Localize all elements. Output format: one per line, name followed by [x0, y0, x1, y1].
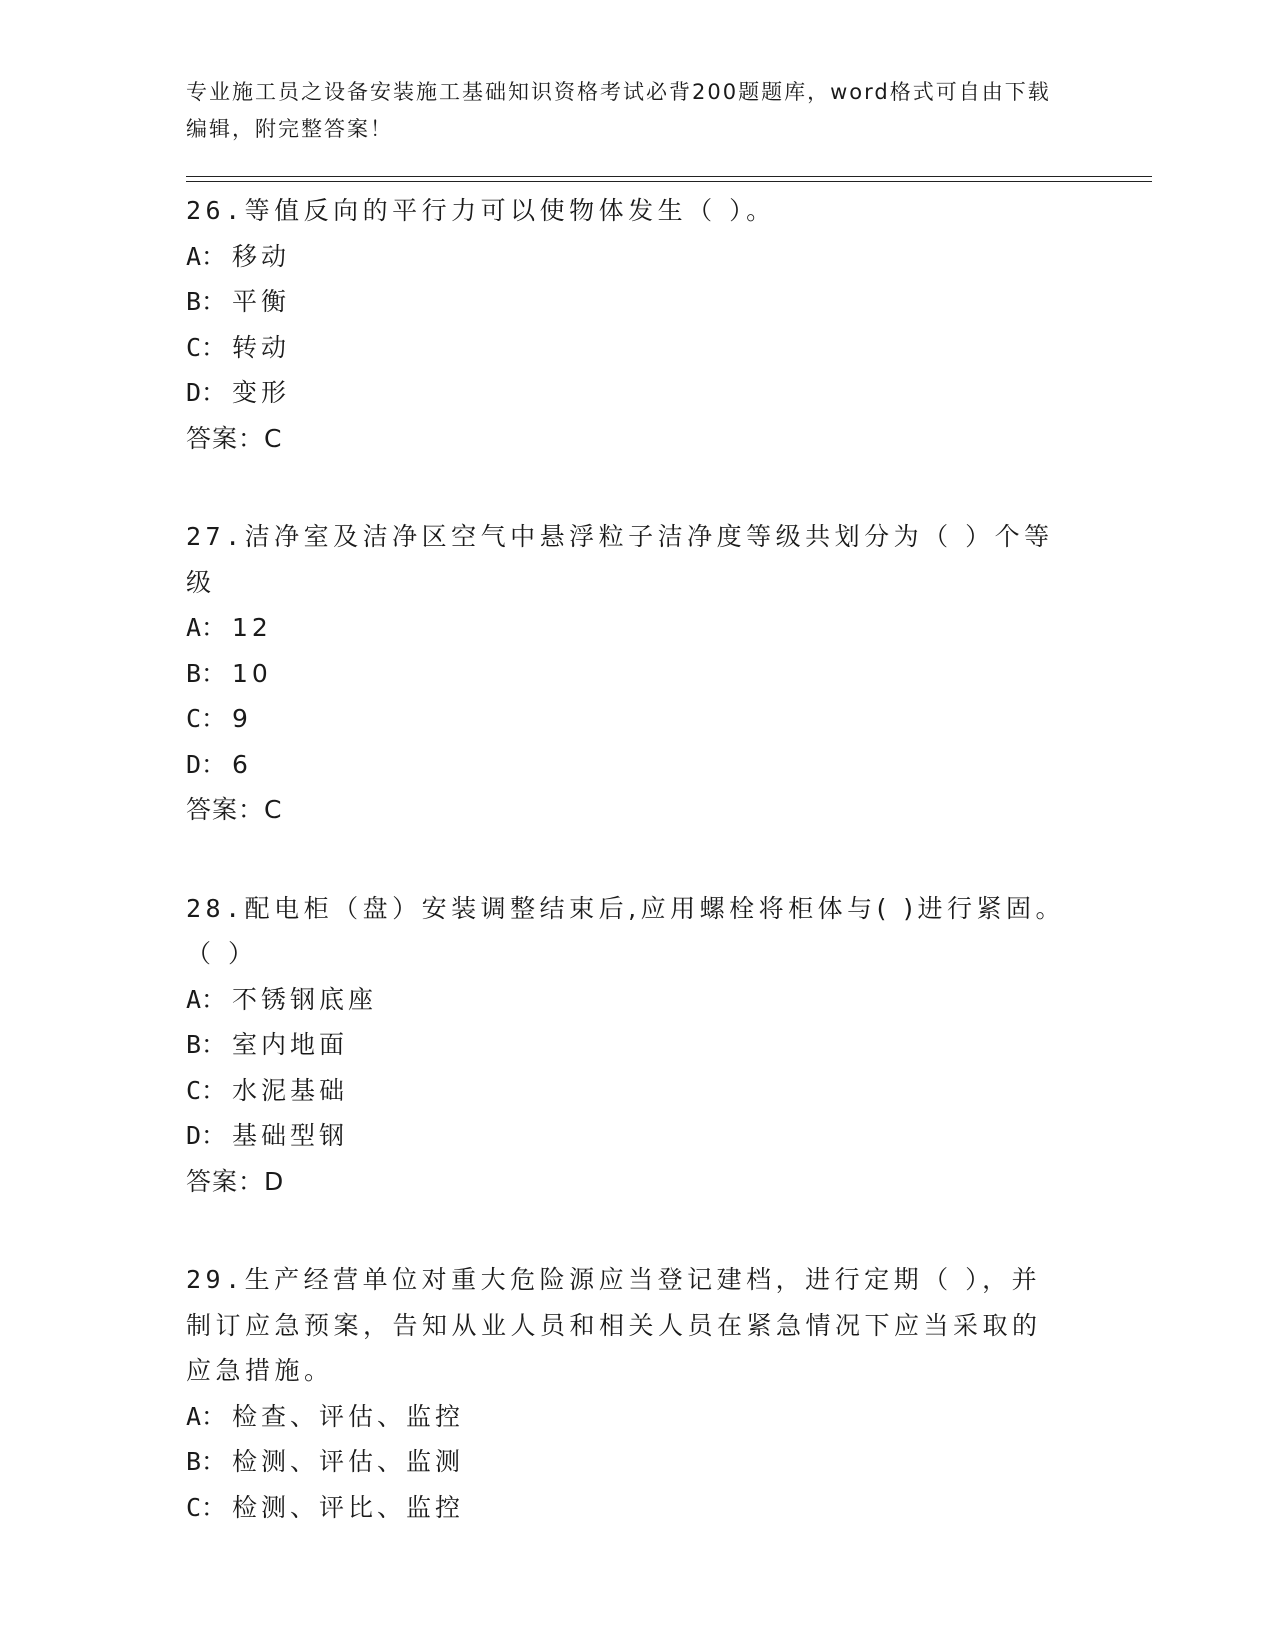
question-number: 29. [186, 1265, 245, 1294]
option-d [186, 370, 1066, 416]
question-list [186, 188, 1066, 1583]
option-c [186, 1068, 1066, 1114]
option-a [186, 977, 1066, 1023]
option-text: 基础型钢 [232, 1121, 349, 1150]
option-text: 9 [232, 704, 252, 733]
option-key: C： [186, 704, 227, 733]
document-header: 专业施工员之设备安装施工基础知识资格考试必背200题题库，word格式可自由下载编辑，附完整答案！ [186, 80, 1051, 141]
option-a [186, 605, 1066, 651]
question-stem [186, 1257, 1066, 1394]
question-text: 洁净室及洁净区空气中悬浮粒子洁净度等级共划分为（ ）个等级 [186, 522, 1054, 597]
option-key: A： [186, 1401, 227, 1431]
option-text: 10 [232, 658, 272, 688]
option-text: 变形 [232, 378, 291, 407]
option-d [186, 742, 1066, 788]
option-key: C： [186, 332, 227, 362]
option-key: C： [186, 1492, 227, 1522]
answer-line: 答案：D [186, 1166, 285, 1196]
question-stem [186, 188, 1066, 234]
option-key: C： [186, 1075, 227, 1105]
option-a [186, 234, 1066, 280]
option-text: 检测、评比、监控 [232, 1492, 465, 1522]
answer-line: 答案：C [186, 795, 283, 824]
option-b [186, 1022, 1066, 1068]
option-c [186, 1485, 1066, 1531]
question-stem [186, 514, 1066, 605]
option-b [186, 279, 1066, 325]
question-28 [186, 886, 1066, 1205]
option-d [186, 1113, 1066, 1159]
option-key: A： [186, 984, 227, 1014]
option-text: 检查、评估、监控 [232, 1401, 465, 1431]
option-text: 移动 [232, 241, 291, 271]
question-27 [186, 514, 1066, 833]
option-c [186, 696, 1066, 742]
option-key: D： [186, 378, 227, 407]
option-key: B： [186, 658, 227, 688]
question-number: 27. [186, 522, 245, 551]
option-key: A： [186, 241, 227, 271]
question-text: 生产经营单位对重大危险源应当登记建档，进行定期（ ），并制订应急预案，告知从业人员和相关人员在紧急情况下应当采取的应急措施。 [186, 1265, 1042, 1385]
question-text: 配电柜（盘）安装调整结束后,应用螺栓将柜体与( )进行紧固。（ ） [186, 893, 1066, 968]
option-text: 水泥基础 [232, 1075, 349, 1105]
header-divider-top [186, 176, 1152, 177]
option-key: B： [186, 1030, 227, 1059]
option-c [186, 325, 1066, 371]
option-text: 转动 [232, 332, 291, 362]
option-key: D： [186, 1121, 227, 1150]
answer-line: 答案：C [186, 423, 283, 453]
question-text: 等值反向的平行力可以使物体发生（ ）。 [244, 196, 776, 225]
option-a [186, 1394, 1066, 1440]
option-text: 12 [232, 613, 272, 642]
question-number: 26. [186, 196, 245, 225]
option-b [186, 1439, 1066, 1485]
question-29 [186, 1257, 1066, 1530]
option-text: 不锈钢底座 [232, 984, 378, 1014]
question-number: 28. [186, 893, 245, 923]
question-26 [186, 188, 1066, 461]
question-stem [186, 886, 1066, 977]
option-key: B： [186, 1447, 227, 1476]
option-text: 室内地面 [232, 1030, 349, 1059]
option-text: 平衡 [232, 287, 291, 316]
option-key: D： [186, 749, 227, 779]
option-key: B： [186, 287, 227, 316]
option-text: 检测、评估、监测 [232, 1447, 465, 1476]
option-text: 6 [232, 749, 252, 779]
option-key: A： [186, 613, 227, 642]
option-b [186, 651, 1066, 697]
header-divider-bottom [186, 181, 1152, 182]
